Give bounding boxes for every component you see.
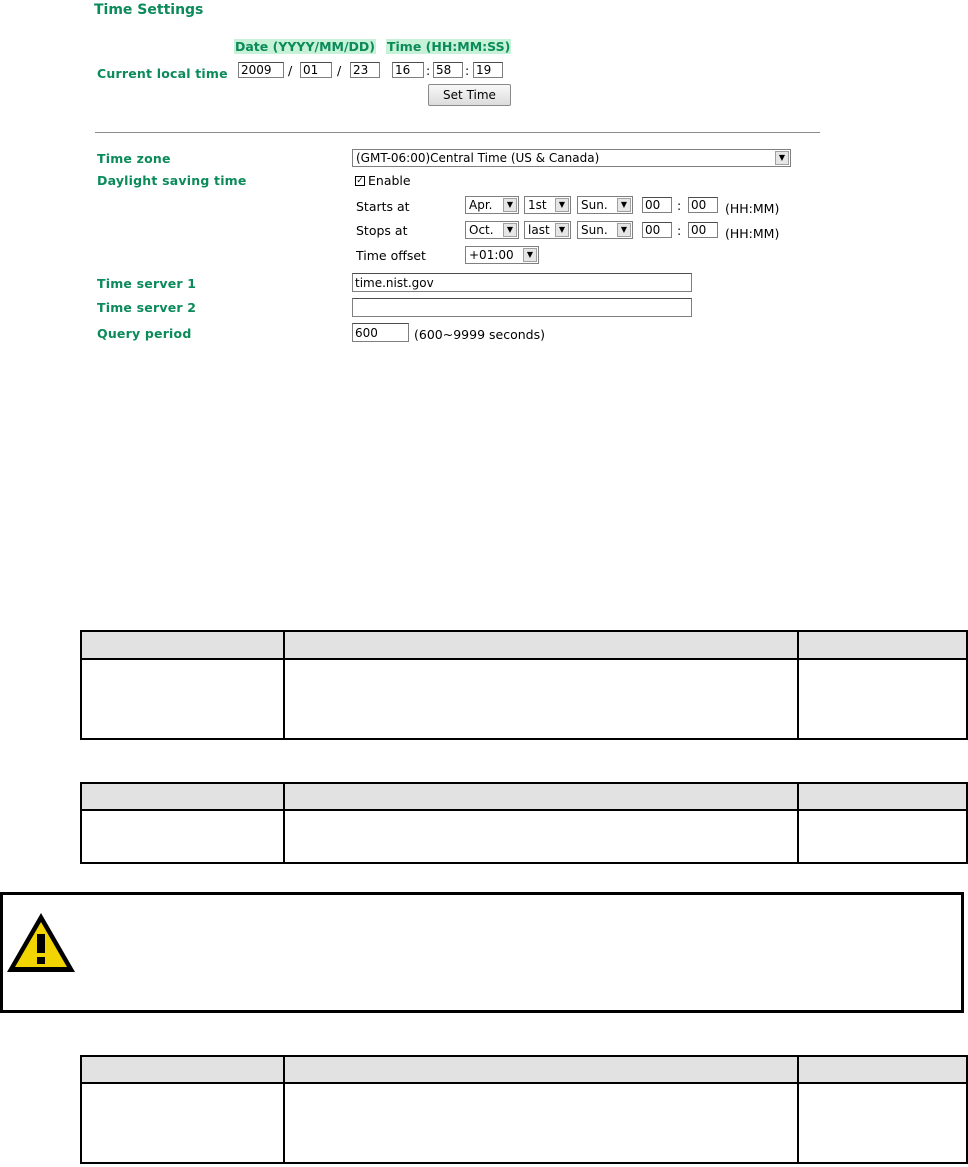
dst-enable-checkbox[interactable]: ✓ bbox=[356, 176, 364, 186]
chevron-down-icon: ▼ bbox=[617, 198, 631, 212]
query-period-label: Query period bbox=[97, 326, 192, 341]
stop-week-select[interactable] bbox=[524, 221, 571, 239]
table-header-cell bbox=[81, 1056, 284, 1083]
table-cell bbox=[284, 659, 798, 739]
stop-hour-input[interactable] bbox=[642, 222, 672, 238]
table-header-row bbox=[81, 1056, 967, 1083]
start-day-value: Sun. bbox=[581, 198, 608, 212]
second-input[interactable] bbox=[473, 62, 503, 78]
table-header-cell bbox=[81, 783, 284, 810]
table-cell bbox=[284, 810, 798, 863]
time-separator: : bbox=[426, 63, 431, 78]
doc-table-2 bbox=[80, 782, 968, 864]
time-offset-label: Time offset bbox=[356, 248, 426, 263]
time-server-2-label: Time server 2 bbox=[97, 300, 197, 315]
table-cell bbox=[81, 659, 284, 739]
time-offset-value: +01:00 bbox=[469, 248, 514, 262]
start-week-value: 1st bbox=[528, 198, 547, 212]
hour-input[interactable] bbox=[392, 62, 424, 78]
page-title: Time Settings bbox=[94, 2, 204, 18]
time-separator: : bbox=[677, 223, 682, 238]
table-cell bbox=[284, 1083, 798, 1163]
table-cell bbox=[81, 1083, 284, 1163]
table-header-cell bbox=[284, 783, 798, 810]
stop-day-select[interactable] bbox=[577, 221, 633, 239]
time-server-1-input[interactable] bbox=[352, 273, 692, 292]
stop-week-value: last bbox=[528, 223, 550, 237]
time-separator: : bbox=[465, 63, 470, 78]
month-input[interactable] bbox=[300, 62, 332, 78]
table-cell bbox=[798, 659, 967, 739]
table-row bbox=[81, 810, 967, 863]
start-day-select[interactable] bbox=[577, 196, 633, 214]
table-row bbox=[81, 1083, 967, 1163]
chevron-down-icon: ▼ bbox=[503, 198, 517, 212]
table-row bbox=[81, 659, 967, 739]
chevron-down-icon: ▼ bbox=[775, 151, 789, 165]
time-zone-value: (GMT-06:00)Central Time (US & Canada) bbox=[356, 151, 600, 165]
time-header: Time (HH:MM:SS) bbox=[387, 39, 511, 54]
table-header-cell bbox=[81, 631, 284, 659]
time-server-2-input[interactable] bbox=[352, 298, 692, 317]
query-period-hint: (600~9999 seconds) bbox=[414, 327, 545, 342]
starts-at-label: Starts at bbox=[356, 199, 410, 214]
date-separator: / bbox=[288, 63, 293, 78]
doc-table-3 bbox=[80, 1055, 968, 1164]
divider bbox=[95, 132, 820, 133]
year-input[interactable] bbox=[238, 62, 284, 78]
chevron-down-icon: ▼ bbox=[503, 223, 517, 237]
table-header-row bbox=[81, 783, 967, 810]
stop-minute-input[interactable] bbox=[688, 222, 718, 238]
doc-table-1 bbox=[80, 630, 968, 740]
table-header-cell bbox=[284, 1056, 798, 1083]
table-cell bbox=[798, 1083, 967, 1163]
chevron-down-icon: ▼ bbox=[523, 248, 537, 262]
stop-month-value: Oct. bbox=[469, 223, 494, 237]
stop-hhmm-hint: (HH:MM) bbox=[725, 226, 780, 241]
table-header-cell bbox=[798, 631, 967, 659]
time-zone-label: Time zone bbox=[97, 151, 171, 166]
stop-month-select[interactable] bbox=[465, 221, 519, 239]
query-period-input[interactable] bbox=[352, 323, 409, 342]
time-server-1-label: Time server 1 bbox=[97, 276, 197, 291]
chevron-down-icon: ▼ bbox=[555, 198, 569, 212]
table-cell bbox=[81, 810, 284, 863]
date-header: Date (YYYY/MM/DD) bbox=[235, 39, 376, 54]
dst-label: Daylight saving time bbox=[97, 173, 247, 188]
table-cell bbox=[798, 810, 967, 863]
table-header-cell bbox=[798, 783, 967, 810]
warning-icon bbox=[5, 910, 77, 976]
time-separator: : bbox=[677, 198, 682, 213]
time-zone-select[interactable] bbox=[352, 149, 791, 167]
minute-input[interactable] bbox=[433, 62, 463, 78]
chevron-down-icon: ▼ bbox=[555, 223, 569, 237]
start-hhmm-hint: (HH:MM) bbox=[725, 201, 780, 216]
chevron-down-icon: ▼ bbox=[617, 223, 631, 237]
set-time-button[interactable]: Set Time bbox=[428, 84, 511, 106]
start-week-select[interactable] bbox=[524, 196, 571, 214]
day-input[interactable] bbox=[350, 62, 380, 78]
current-local-time-label: Current local time bbox=[97, 66, 228, 81]
stop-day-value: Sun. bbox=[581, 223, 608, 237]
warning-box bbox=[0, 892, 964, 1013]
stops-at-label: Stops at bbox=[356, 223, 408, 238]
start-minute-input[interactable] bbox=[688, 197, 718, 213]
start-month-select[interactable] bbox=[465, 196, 519, 214]
start-month-value: Apr. bbox=[469, 198, 493, 212]
date-separator: / bbox=[337, 63, 342, 78]
table-header-cell bbox=[798, 1056, 967, 1083]
start-hour-input[interactable] bbox=[642, 197, 672, 213]
time-offset-select[interactable] bbox=[465, 246, 539, 264]
table-header-cell bbox=[284, 631, 798, 659]
table-header-row bbox=[81, 631, 967, 659]
dst-enable-label: Enable bbox=[368, 173, 411, 188]
